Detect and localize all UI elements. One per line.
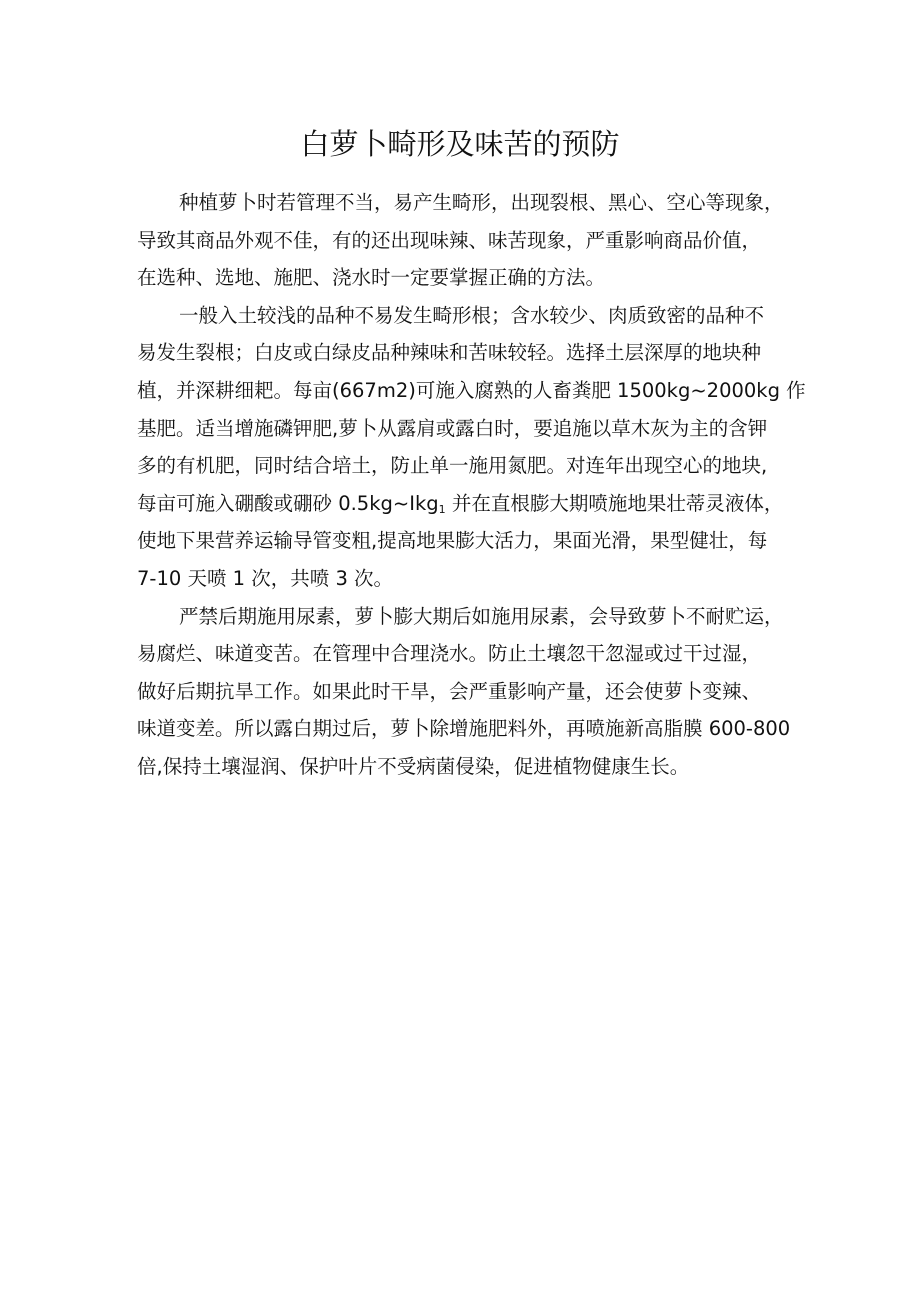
document-title: 白萝卜畸形及味苦的预防 <box>300 127 620 161</box>
paragraph-line: 使地下果营养运输导管变粗,提高地果膨大活力，果面光滑，果型健壮，每 <box>137 529 768 553</box>
paragraph-line: 导致其商品外观不佳，有的还出现味辣、味苦现象，严重影响商品价值， <box>137 228 762 252</box>
paragraph-line: 7-10 天喷 1 次，共喷 3 次。 <box>137 566 394 590</box>
paragraph-line: 严禁后期施用尿素，萝卜膨大期后如施用尿素，会导致萝卜不耐贮运， <box>179 604 784 628</box>
line-text-tail: 并在直根膨大期喷施地果壮蒂灵液体， <box>445 491 784 515</box>
paragraph-2 <box>137 297 806 598</box>
paragraph-line: 基肥。适当增施磷钾肥,萝卜从露肩或露白时，要追施以草木灰为主的含钾 <box>137 416 768 440</box>
paragraph-3 <box>137 598 797 786</box>
paragraph-line: 在选种、选地、施肥、浇水时一定要掌握正确的方法。 <box>137 266 606 290</box>
paragraph-line: 做好后期抗旱工作。如果此时干旱，会严重影响产量，还会使萝卜变辣、 <box>137 679 762 703</box>
paragraph-line: 种植萝卜时若管理不当，易产生畸形，出现裂根、黑心、空心等现象， <box>179 191 784 214</box>
document-body <box>137 184 806 786</box>
paragraph-line: 一般入土较浅的品种不易发生畸形根；含水较少、肉质致密的品种不 <box>179 303 765 327</box>
paragraph-line: 味道变差。所以露白期过后，萝卜除增施肥料外，再喷施新高脂膜 600-800 <box>137 717 791 741</box>
paragraph-line: 易发生裂根；白皮或白绿皮品种辣味和苦味较轻。选择土层深厚的地块种 <box>137 341 762 365</box>
paragraph-line <box>137 485 797 523</box>
paragraph-line: 多的有机肥，同时结合培土，防止单一施用氮肥。对连年出现空心的地块, <box>137 454 768 478</box>
line-text: 每亩可施入硼酸或硼砂 0.5kg~Ikg <box>137 491 439 515</box>
paragraph-1 <box>137 184 797 297</box>
subscript: 1 <box>438 502 446 516</box>
paragraph-line: 倍,保持土壤湿润、保护叶片不受病菌侵染，促进植物健康生长。 <box>137 754 690 778</box>
paragraph-line: 易腐烂、味道变苦。在管理中合理浇水。防止土壤忽干忽湿或过干过湿， <box>137 642 762 666</box>
paragraph-line: 植，并深耕细耙。每亩(667m2)可施入腐熟的人畜粪肥 1500kg~2000kg 作 <box>137 378 806 402</box>
